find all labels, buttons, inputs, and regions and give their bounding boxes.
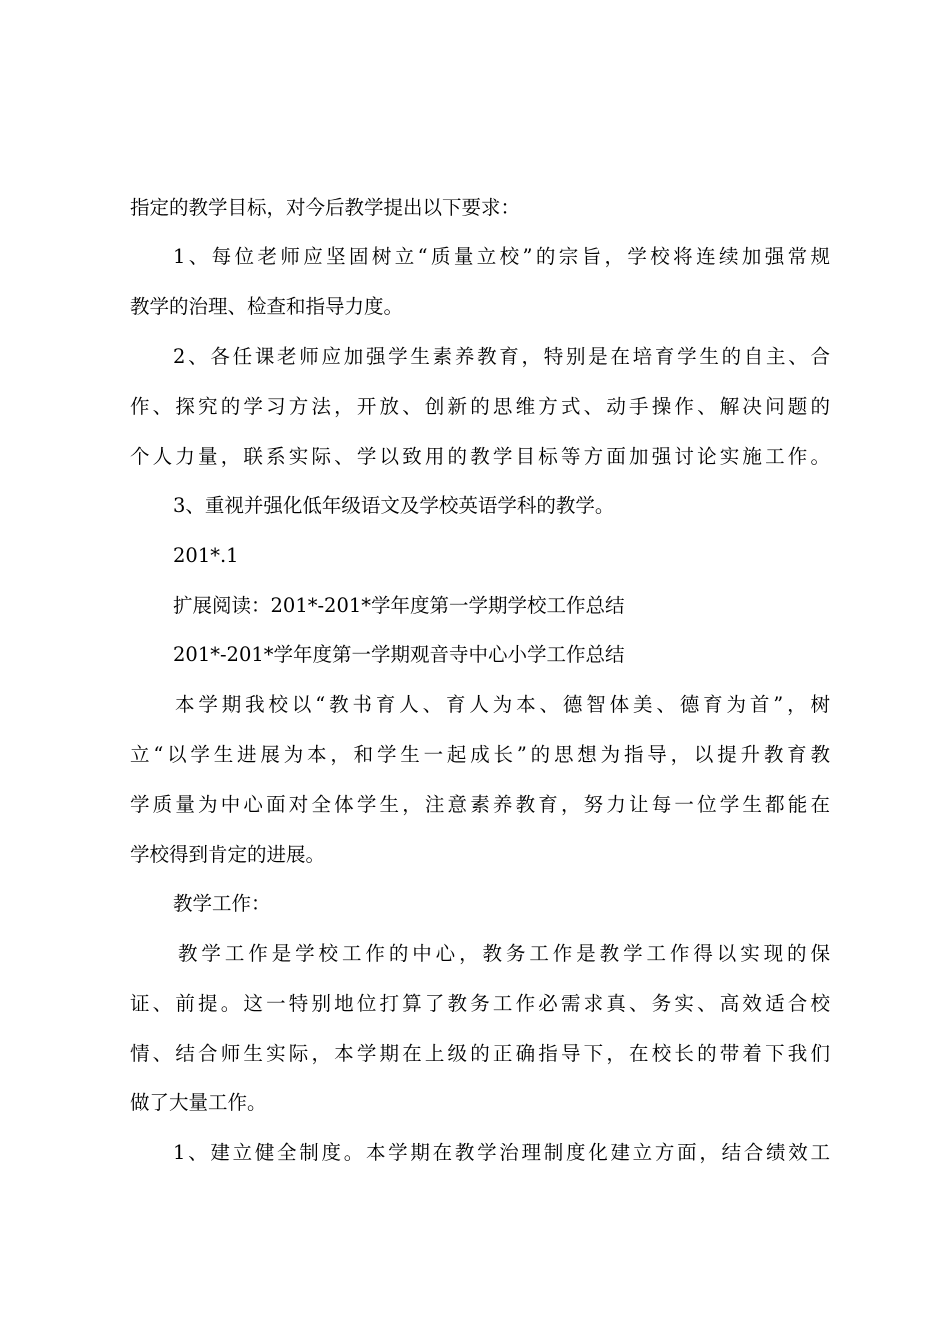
text-line: 1、每位老师应坚固树立“质量立校”的宗旨，学校将连续加强常规: [173, 245, 830, 268]
text-line: 扩展阅读：201*-201*学年度第一学期学校工作总结: [173, 594, 625, 617]
text-line: 教学工作：: [173, 892, 271, 915]
text-line: 教学工作是学校工作的中心，教务工作是教学工作得以实现的保: [178, 942, 830, 965]
text-line: 本学期我校以“教书育人、育人为本、德智体美、德育为首”，树: [175, 693, 830, 716]
text-line: 3、重视并强化低年级语文及学校英语学科的教学。: [173, 494, 615, 517]
text-line: 情、结合师生实际，本学期在上级的正确指导下，在校长的带着下我们: [130, 1042, 830, 1065]
text-line: 作、探究的学习方法，开放、创新的思维方式、动手操作、解决问题的: [130, 395, 830, 418]
text-line: 201*.1: [173, 544, 239, 567]
text-line: 立“以学生进展为本，和学生一起成长”的思想为指导，以提升教育教: [130, 743, 830, 766]
text-line: 201*-201*学年度第一学期观音寺中心小学工作总结: [173, 643, 625, 666]
text-line: 学校得到肯定的进展。: [130, 843, 326, 866]
text-line: 个人力量，联系实际、学以致用的教学目标等方面加强讨论实施工作。: [130, 445, 830, 468]
text-line: 指定的教学目标，对今后教学提出以下要求：: [130, 196, 521, 219]
text-line: 2、各任课老师应加强学生素养教育，特别是在培育学生的自主、合: [173, 345, 830, 368]
text-line: 教学的治理、检查和指导力度。: [130, 295, 404, 318]
text-line: 学质量为中心面对全体学生，注意素养教育，努力让每一位学生都能在: [130, 793, 830, 816]
text-line: 做了大量工作。: [130, 1091, 267, 1114]
text-line: 1、建立健全制度。本学期在教学治理制度化建立方面，结合绩效工: [173, 1141, 830, 1164]
text-line: 证、前提。这一特别地位打算了教务工作必需求真、务实、高效适合校: [130, 992, 830, 1015]
